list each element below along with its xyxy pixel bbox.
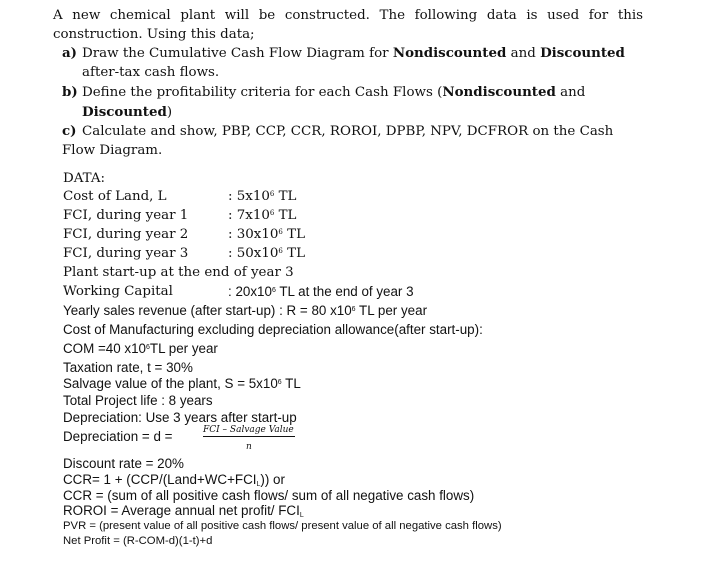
fci1-value: : $7x10^6$ TL <box>228 208 297 223</box>
startup-text: Plant start-up at the end of year 3 <box>63 265 294 280</box>
question-a <box>62 44 642 82</box>
discount-text: Discount rate = 20% <box>63 456 184 471</box>
question-a-bold-1: Nondiscounted <box>392 45 507 61</box>
life-text: Total Project life : 8 years <box>63 393 213 408</box>
land-value: : $5x10^6$ TL <box>228 189 297 204</box>
salvage-text: Salvage value of the plant, $S = 5x10^6$ TL <box>63 376 301 391</box>
question-b-bold-2: Discounted <box>82 103 167 120</box>
question-a-mid: and <box>506 46 541 61</box>
ccr-formula-1: $CCR= 1 + (CCP/(Land+WC+FCI_L))$ or <box>63 472 285 488</box>
depreciation-denominator: n <box>245 442 252 452</box>
intro-text: A new chemical plant will be constructed. The following data is used for this construction. Using this data; <box>53 8 643 42</box>
com-value: COM =40 $x10^6TL$ per year <box>63 341 218 356</box>
question-a-pre: Draw the Cumulative Cash Flow Diagram for <box>82 46 393 61</box>
revenue-text: Yearly sales revenue (after start-up) : R = 80 $x10^6$ TL per year <box>63 303 428 318</box>
net-profit-formula: Net Profit = (R-COM-d)(1-t)+d <box>63 535 213 547</box>
fci3-value: : $50x10^6$ TL <box>228 246 305 261</box>
question-a-tag: a) <box>62 45 78 61</box>
fci3-label: FCI, during year 3 <box>63 246 189 261</box>
question-b-bold-1: Nondiscounted <box>442 84 556 100</box>
fci2-value: : $30x10^6$ TL <box>228 227 305 242</box>
depreciation-numerator: FCI – Salvage Value <box>203 425 294 435</box>
question-b-tag: b) <box>62 84 78 100</box>
question-b <box>62 83 642 122</box>
tax-text: Taxation rate, t = 30% <box>63 360 193 375</box>
question-c-text: Calculate and show, PBP, CCP, CCR, ROROI, DPBP, NPV, DCFROR on the Cash Flow Diagram. <box>62 124 614 158</box>
depreciation-fraction <box>203 425 295 452</box>
question-a-post: after-tax cash flows. <box>82 64 220 80</box>
roroi-formula: ROROI = Average annual net profit/ $FCI_L$ <box>63 503 304 519</box>
depreciation-rule: Depreciation: Use 3 years after start-up <box>63 410 297 425</box>
question-a-bold-2: Discounted <box>540 45 625 61</box>
question-b-mid: and <box>555 85 586 100</box>
fci2-label: FCI, during year 2 <box>63 227 189 242</box>
wc-label: Working Capital <box>63 284 173 299</box>
com-description: Cost of Manufacturing excluding depreciation allowance(after start-up): <box>63 322 483 337</box>
data-header: DATA: <box>63 171 106 186</box>
pvr-formula: PVR = (present value of all positive cash flows/ present value of all negative cash flows) <box>63 520 502 532</box>
fci1-label: FCI, during year 1 <box>63 208 189 223</box>
question-c-tag: c) <box>62 123 77 139</box>
ccr-formula-2: CCR = (sum of all positive cash flows/ sum of all negative cash flows) <box>63 488 475 503</box>
wc-value: : $20x10^6$ TL at the end of year 3 <box>228 284 414 299</box>
question-c <box>62 122 622 160</box>
question-b-post: ) <box>166 104 173 120</box>
question-b-pre: Define the profitability criteria for each Cash Flows ( <box>82 85 443 100</box>
depreciation-label: Depreciation = d = <box>63 429 173 444</box>
land-label: Cost of Land, L <box>63 189 167 204</box>
